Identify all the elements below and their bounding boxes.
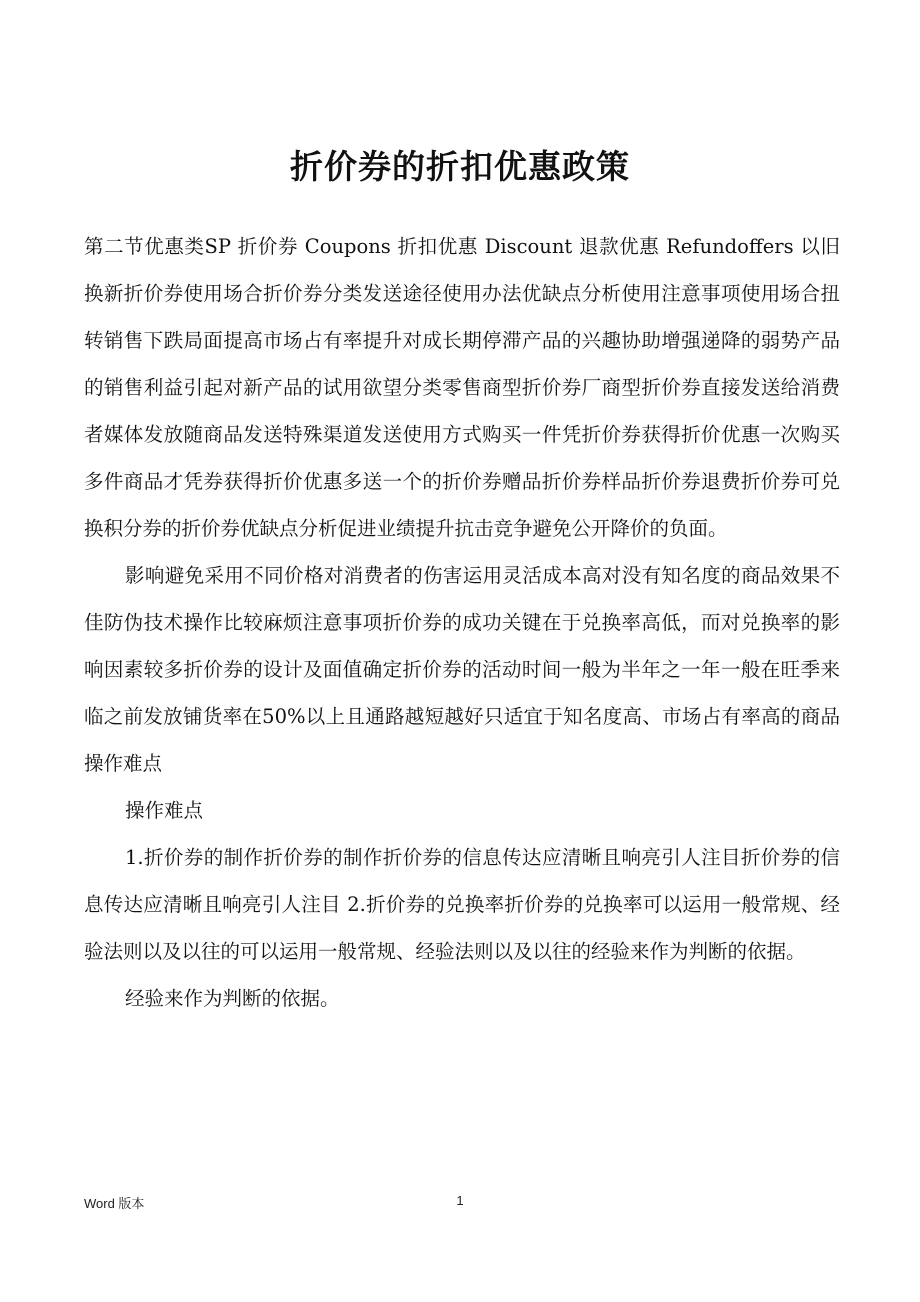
footer-label: Word 版本 bbox=[84, 1196, 145, 1211]
document-body bbox=[84, 223, 840, 1022]
footer-page-number: 1 bbox=[456, 1193, 464, 1208]
paragraph-2: 影响避免采用不同价格对消费者的伤害运用灵活成本高对没有知名度的商品效果不佳防伪技术操作比较麻烦注意事项折价券的成功关键在于兑换率高低，而对兑换率的影响因素较多折价券的设计及面值确定折价券的活动时间一般为半年之一年一般在旺季来临之前发放铺货率在50%以上且通路越短越好只适宜于知名度高、市场占有率高的商品操作难点 bbox=[84, 564, 840, 775]
document-title: 折价券的折扣优惠政策 bbox=[290, 147, 630, 186]
paragraph-5: 经验来作为判断的依据。 bbox=[125, 987, 340, 1010]
paragraph-3: 操作难点 bbox=[125, 799, 204, 822]
paragraph-1: 第二节优惠类SP 折价券 Coupons 折扣优惠 Discount 退款优惠 Refundoffers 以旧换新折价券使用场合折价券分类发送途径使用办法优缺点分析使用注意事项使用场合扭转销售下跌局面提高市场占有率提升对成长期停滞产品的兴趣协助增强递降的弱势产品的销售利益引起对新产品的试用欲望分类零售商型折价券厂商型折价券直接发送给消费者媒体发放随商品发送特殊渠道发送使用方式购买一件凭折价券获得折价优惠一次购买多件商品才凭券获得折价优惠多送一个的折价券赠品折价券样品折价券退费折价券可兑换积分券的折价券优缺点分析促进业绩提升抗击竞争避免公开降价的负面。 bbox=[84, 235, 840, 540]
paragraph-4: 1.折价券的制作折价券的制作折价券的信息传达应清晰且响亮引人注目折价券的信息传达应清晰且响亮引人注目 2.折价券的兑换率折价券的兑换率可以运用一般常规、经验法则以及以往的可以运用一般常规、经验法则以及以往的经验来作为判断的依据。 bbox=[84, 846, 840, 963]
